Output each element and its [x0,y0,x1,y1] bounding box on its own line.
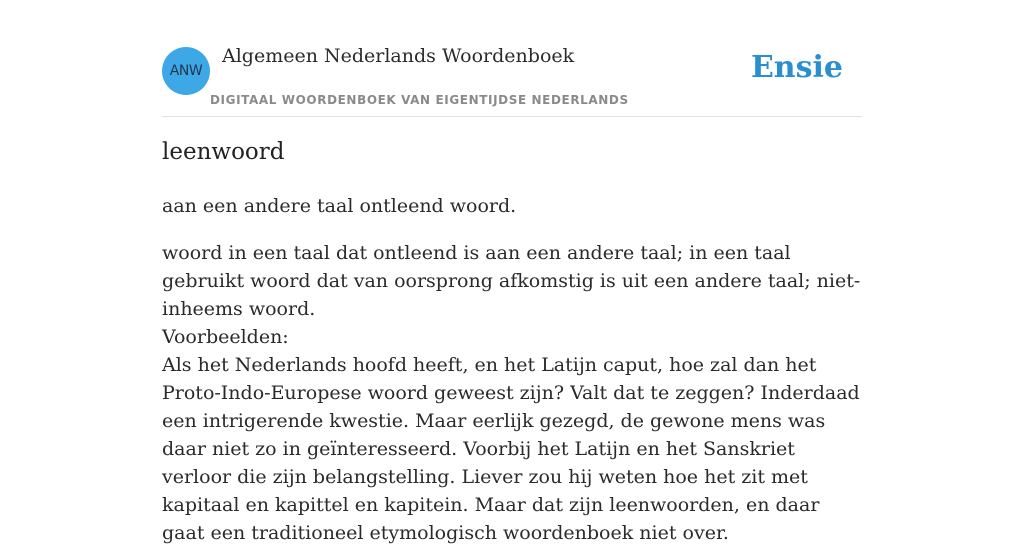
page-container [162,0,862,544]
anw-logo[interactable] [162,47,210,95]
site-header [162,0,862,117]
site-subtitle: DIGITAAL WOORDENBOEK VAN EIGENTIJDSE NEDERLANDS [210,93,629,107]
short-definition: aan een andere taal ontleend woord. [162,195,517,217]
definition: woord in een taal dat ontleend is aan een andere taal; in een taal gebruikt woord dat van oorsprong afkomstig is uit een andere taal; niet-inheems woord. [162,242,861,320]
examples-label: Voorbeelden: [162,326,289,348]
logo-text: ANW [169,63,203,79]
ensie-brand-link[interactable]: Ensie [750,50,843,85]
example-text: Als het Nederlands hoofd heeft, en het Latijn caput, hoe zal dan het Proto-Indo-Europese woord geweest zijn? Valt dat te zeggen? Inderdaad een intrigerende kwestie. Maar eerlijk gezegd, de gewone mens was daar niet zo in geïnteresseerd. Voorbij het Latijn en het Sanskriet verloor die zijn belangstelling. Liever zou hij weten hoe het zit met kapitaal en kapittel en kapitein. Maar dat zijn leenwoorden, en daar gaat een traditioneel etymologisch woordenboek niet over. [162,354,860,544]
site-title[interactable]: Algemeen Nederlands Woordenboek [222,45,575,67]
entry-term: leenwoord [162,139,285,165]
